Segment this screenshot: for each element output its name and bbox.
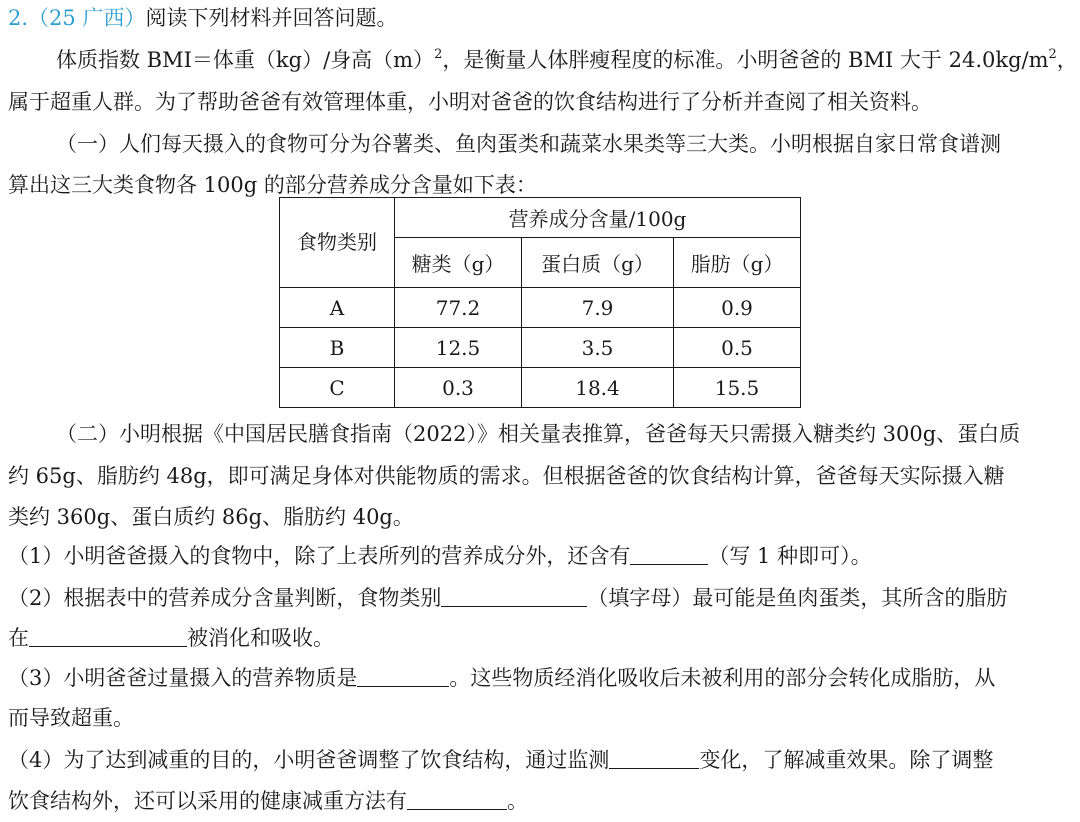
answer-blank-2b[interactable] [29,626,187,647]
q2-text-d: 被消化和吸收。 [187,626,334,650]
question-1 [8,542,872,570]
intro-line-2: 属于超重人群。为了帮助爸爸有效管理体重，小明对爸爸的饮食结构进行了分析并查阅了相关资料。 [8,90,932,114]
answer-blank-2a[interactable] [441,586,587,607]
part2-line-3: 类约 360g、蛋白质约 86g、脂肪约 40g。 [8,505,414,529]
question-2-cont [8,624,334,652]
cell-fat: 0.5 [674,328,801,368]
question-4-cont [8,787,528,815]
row-category: B [280,328,395,368]
answer-blank-3[interactable] [357,666,449,687]
answer-blank-4a[interactable] [609,748,699,769]
q2-text-a: （2）根据表中的营养成分含量判断，食物类别 [8,586,442,610]
question-number: 2. [8,6,29,30]
superscript-2: 2 [434,47,443,62]
cell-fat: 15.5 [674,368,801,408]
intro-text-b: ，是衡量人体胖瘦程度的标准。小明爸爸的 BMI 大于 24.0kg/m [442,48,1049,72]
intro-text-a: 体质指数 BMI＝体重（kg）/身高（m） [56,48,435,72]
question-2 [8,584,1007,612]
question-instruction: 阅读下列材料并回答问题。 [145,6,398,30]
cell-protein: 3.5 [522,328,674,368]
answer-blank-1[interactable] [630,544,708,565]
intro-text-c: ， [1056,48,1078,72]
table-row [280,288,801,328]
table-row [280,368,801,408]
cell-fat: 0.9 [674,288,801,328]
cell-sugar: 77.2 [395,288,522,328]
q4-text-c: 饮食结构外，还可以采用的健康减重方法有 [8,789,407,813]
row-category: C [280,368,395,408]
part1-line-2: 算出这三大类食物各 100g 的部分营养成分含量如下表： [8,173,537,197]
q4-text-d: 。 [507,789,528,813]
question-3-cont: 而导致超重。 [8,706,134,730]
table-corner-header: 食物类别 [280,198,395,288]
q4-text-b: 变化，了解减重效果。除了调整 [699,748,994,772]
column-header-sugar: 糖类（g） [395,238,522,288]
question-3 [8,664,995,692]
part1-line-1: （一）人们每天摄入的食物可分为谷薯类、鱼肉蛋类和蔬菜水果类等三大类。小明根据自家日常食谱测 [56,132,1001,156]
nutrition-table [279,197,801,408]
intro-line-1 [56,46,1078,74]
column-header-protein: 蛋白质（g） [522,238,674,288]
table-row [280,328,801,368]
cell-sugar: 12.5 [395,328,522,368]
question-heading [8,4,397,32]
q4-text-a: （4）为了达到减重的目的，小明爸爸调整了饮食结构，通过监测 [8,748,610,772]
q2-text-b: （填字母）最可能是鱼肉蛋类，其所含的脂肪 [587,586,1008,610]
question-4 [8,746,993,774]
question-source: （25 广西） [28,6,146,30]
part2-line-2: 约 65g、脂肪约 48g，即可满足身体对供能物质的需求。但根据爸爸的饮食结构计算，爸爸每天实际摄入糖 [8,464,1005,488]
q1-text-b: （写 1 种即可）。 [708,544,872,568]
q3-text-b: 。这些物质经消化吸收后未被利用的部分会转化成脂肪，从 [449,666,996,690]
q3-text-a: （3）小明爸爸过量摄入的营养物质是 [8,666,358,690]
superscript-2: 2 [1048,47,1057,62]
q1-text-a: （1）小明爸爸摄入的食物中，除了上表所列的营养成分外，还含有 [8,544,631,568]
cell-protein: 18.4 [522,368,674,408]
column-header-fat: 脂肪（g） [674,238,801,288]
table-group-header: 营养成分含量/100g [395,198,801,238]
q2-text-c: 在 [8,626,29,650]
row-category: A [280,288,395,328]
cell-sugar: 0.3 [395,368,522,408]
answer-blank-4b[interactable] [407,789,507,810]
part2-line-1: （二）小明根据《中国居民膳食指南（2022）》相关量表推算，爸爸每天只需摄入糖类约 300g、蛋白质 [56,422,1021,446]
cell-protein: 7.9 [522,288,674,328]
